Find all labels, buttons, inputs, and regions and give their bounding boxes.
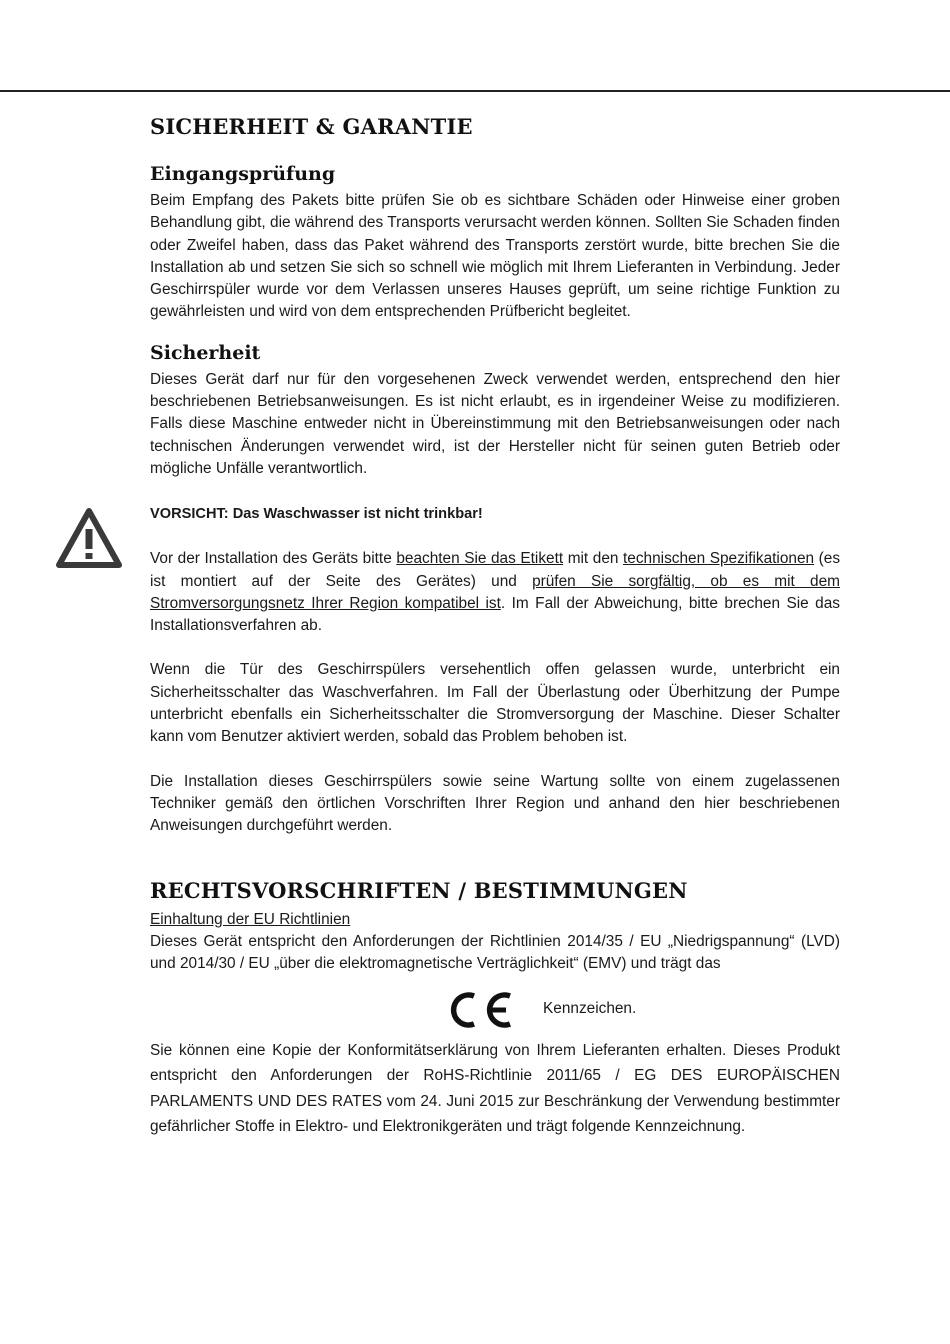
paragraph-rohs: Sie können eine Kopie der Konformitätserklärung von Ihrem Lieferanten erhalten. Dieses Produkt entspricht den Anforderungen der RoHS-Richtlinie 2011/65 / EG DES EUROPÄISCHEN PARLAMENTS UND DES RATES vom 24. Juni 2015 zur Beschränkung der Verwendung bestimmter gefährlicher Stoffe in Elektro- und Elektronikgeräten und trägt folgende Kennzeichnung. [150,1042,840,1135]
paragraph-eu-directives: Dieses Gerät entspricht den Anforderungen der Richtlinien 2014/35 / EU „Niedrigspannung“ (LVD) und 2014/30 / EU „über die elektromagnetische Verträglichkeit“ (EMV) und trägt das [150,932,840,972]
paragraph-door-switch: Wenn die Tür des Geschirrspülers versehentlich offen gelassen wurde, unterbricht ein Sicherheitsschalter das Waschverfahren. Im Fall der Überlastung oder Überhitzung der Pumpe unterbricht ebenfalls ein Sicherheitsschalter die Stromversorgung der Maschine. Dieser Schalter kann vom Benutzer aktiviert werden, sobald das Problem behoben ist. [150,661,840,746]
warning-triangle-icon [55,507,123,569]
paragraph-installation: Vor der Installation des Geräts bitte beachten Sie das Etikett mit den technischen Spezifikationen (es ist montiert auf der Seite des Gerätes) und prüfen Sie sorgfältig, ob es mit dem Stromversorgungsnetz Ihrer Region kompatibel ist. Im Fall der Abweichung, bitte brechen Sie das Installationsverfahren ab. [150,550,841,635]
ce-label: Kennzeichen. [543,1000,637,1018]
subheading-eu-compliance: Einhaltung der EU Richtlinien [150,910,351,928]
document-body [150,114,840,1139]
ce-mark-icon [446,990,516,1030]
section-title-regulations: RECHTSVORSCHRIFTEN / BESTIMMUNGEN [150,877,688,903]
warning-label: VORSICHT: Das Waschwasser ist nicht trinkbar! [150,506,483,523]
underlined-tech-specs: technischen Spezifikationen [623,550,815,568]
ce-mark-row [150,990,840,1038]
header-rule [0,90,950,92]
underlined-compatibility-check: prüfen Sie sorgfältig, ob es mit dem Stromversorgungsnetz Ihrer Region kompatibel ist [150,572,840,612]
heading-inspection: Eingangsprüfung [150,163,336,185]
underlined-label-note: beachten Sie das Etikett [396,550,564,568]
paragraph-safety: Dieses Gerät darf nur für den vorgesehenen Zweck verwendet werden, entsprechend den hier beschriebenen Betriebsanweisungen. Es ist nicht erlaubt, es in irgendeiner Weise zu modifizieren. Falls diese Maschine entweder nicht in Übereinstimmung mit den Betriebsanweisungen oder nach technischen Änderungen verwendet wird, ist der Hersteller nicht für seinen guten Betrieb oder mögliche Unfälle verantwortlich. [150,370,840,477]
heading-safety: Sicherheit [150,341,261,364]
paragraph-technician: Die Installation dieses Geschirrspülers sowie seine Wartung sollte von einem zugelassenen Techniker gemäß den örtlichen Vorschriften Ihrer Region und anhand den hier beschriebenen Anweisungen durchgeführt werden. [150,772,840,835]
section-title-safety-warranty: SICHERHEIT & GARANTIE [150,114,473,139]
paragraph-inspection: Beim Empfang des Pakets bitte prüfen Sie ob es sichtbare Schäden oder Hinweise einer groben Behandlung gibt, die während des Transports verursacht werden können. Sollten Sie Schaden finden oder Zweifel haben, dass das Paket während des Transports zerstört wurde, bitte brechen Sie die Installation ab und setzen Sie sich so schnell wie möglich mit Ihrem Lieferanten in Verbindung. Jeder Geschirrspüler wurde vor dem Verlassen unseres Hauses geprüft, um seine richtige Funktion zu gewährleisten und wird von dem entsprechenden Prüfbericht begleitet. [150,192,840,321]
